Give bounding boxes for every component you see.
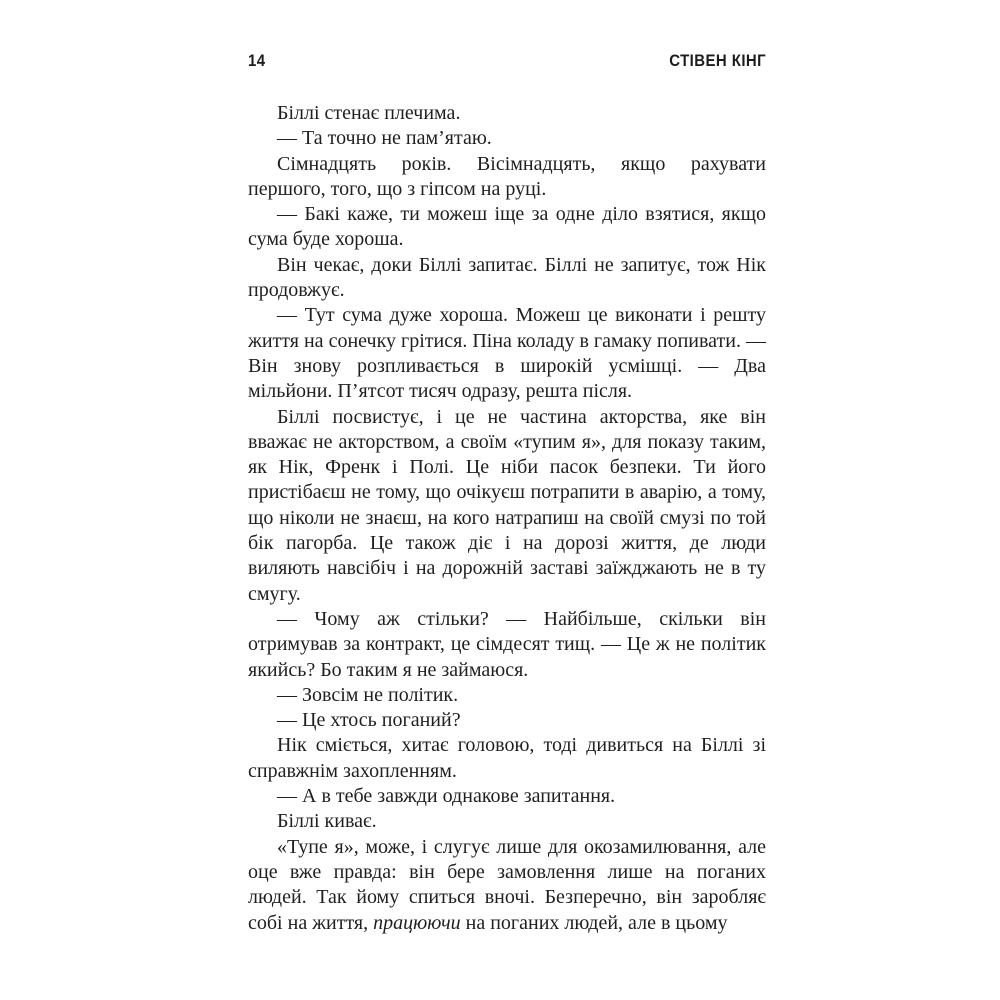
text-segment: Він чекає, доки Біллі запитає. Біллі не запитує, тож Нік продовжує.: [248, 253, 766, 302]
text-segment: — Чому аж стільки? — Найбільше, скільки він отримував за контракт, це сімдесят тищ. — Це ж не політик якийсь? Бо таким я не займаюся.: [248, 607, 766, 681]
paragraph: [248, 607, 766, 683]
paragraph: [248, 303, 766, 404]
paragraph: [248, 683, 766, 708]
text-segment: на поганих людей, але в цьому: [460, 911, 728, 934]
text-segment: Сімнадцять років. Вісімнадцять, якщо рахувати першого, того, що з гіпсом на руці.: [248, 152, 766, 200]
paragraph: [248, 405, 766, 607]
paragraph: [248, 809, 766, 834]
text-segment: — Та точно не пам’ятаю.: [277, 127, 492, 150]
text-segment: — Це хтось поганий?: [277, 709, 461, 732]
text-segment: «Тупе я», може, і слугує лише для окозамилювання, але оце вже правда: він бере замовлення лише на поганих людей. Так йому спиться вночі. Безперечно, він заробляє собі на життя,: [248, 835, 766, 934]
paragraph: [248, 202, 766, 253]
text-segment: Біллі посвистує, і це не частина акторства, яке він вважає не акторством, а своїм «тупим я», для показу таким, як Нік, Френк і Полі. Це ніби пасок безпеки. Ти його пристібаєш не тому, що очікуєш потрапити в аварію, а тому, що ніколи не знаєш, на кого натрапиш на своїй смузі по той бік пагорба. Це також діє і на дорозі життя, де люди виляють навсібіч і на дорожній заставі заїжджають не в ту смугу.: [248, 405, 766, 605]
text-segment: — А в тебе завжди однакове запитання.: [277, 785, 616, 808]
paragraph: [248, 708, 766, 733]
italic-text: працюючи: [373, 911, 461, 934]
paragraph: [248, 101, 766, 126]
paragraph: [248, 835, 766, 936]
page-number: 14: [248, 51, 266, 70]
text-segment: — Бакі каже, ти можеш іще за одне діло взятися, якщо сума буде хороша.: [248, 203, 766, 251]
paragraph: [248, 126, 766, 151]
text-segment: Нік сміється, хитає головою, тоді дивиться на Біллі зі справжнім захопленням.: [248, 734, 766, 782]
text-segment: — Зовсім не політик.: [277, 683, 459, 706]
text-segment: Біллі киває.: [277, 810, 377, 833]
paragraph: [248, 152, 766, 203]
paragraph: [248, 784, 766, 809]
paragraph: [248, 253, 766, 304]
running-header-author: СТІВЕН КІНГ: [669, 51, 766, 70]
body-text: [248, 101, 766, 936]
text-segment: — Тут сума дуже хороша. Можеш це виконати і решту життя на сонечку грітися. Піна коладу в гамаку попивати. — Він знову розпливається в широкій усмішці. — Два мільйони. П’ятсот тисяч одразу, решта після.: [248, 304, 766, 403]
page-header: [248, 51, 766, 71]
text-segment: Біллі стенає плечима.: [277, 102, 461, 124]
paragraph: [248, 733, 766, 784]
